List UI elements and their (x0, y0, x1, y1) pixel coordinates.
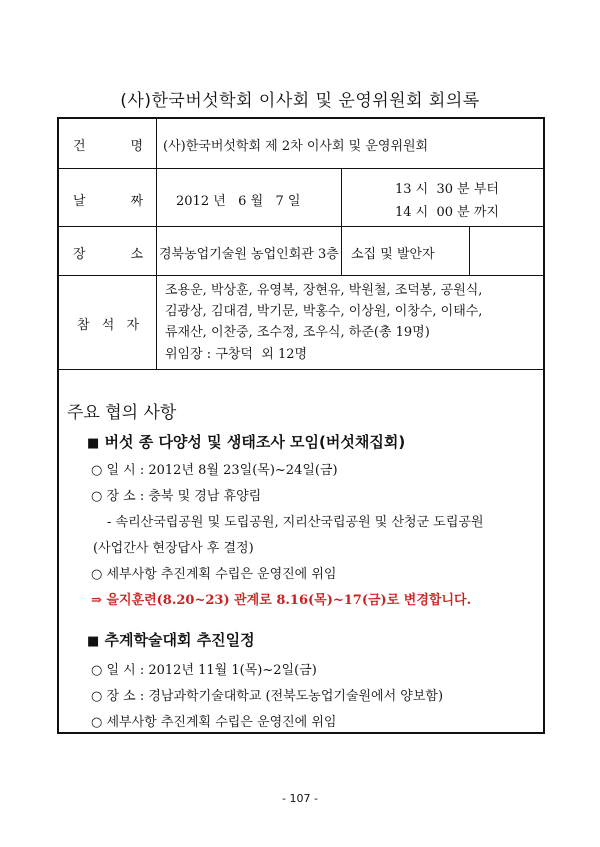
time-end: 14 시 00 분 까지 (395, 205, 499, 220)
place-label-char: 장 (73, 247, 86, 262)
attendees-label-char: 참 (77, 318, 90, 333)
place-label-char: 소 (130, 247, 143, 262)
convener-label: 소집 및 발안자 (351, 247, 435, 262)
attendees-label (77, 314, 139, 333)
page-number: - 107 - (282, 792, 318, 805)
agenda-line: (사업간사 현장답사 후 결정) (93, 541, 254, 556)
schedule-change-notice: ⇒ 을지훈련(8.20~23) 관계로 8.16(목)~17(금)로 변경합니다. (91, 593, 472, 608)
row-divider (59, 275, 543, 276)
row-divider (59, 168, 543, 169)
convener-divider (469, 226, 470, 275)
minutes-frame (57, 117, 545, 734)
square-bullet-icon: ■ (87, 436, 100, 451)
label-column-divider (156, 119, 157, 369)
attendees-label-char: 자 (126, 318, 139, 333)
date-time-divider (341, 168, 342, 275)
agenda-item-title (87, 431, 405, 452)
agenda-line: ○ 세부사항 추진계획 수립은 운영진에 위임 (91, 715, 337, 730)
agenda-line: - 속리산국립공원 및 도립공원, 지리산국립공원 및 산청군 도립공원 (107, 515, 484, 530)
attendee-line: 류재산, 이찬중, 조수정, 조우식, 하준(총 19명) (165, 325, 430, 340)
date-label (73, 190, 143, 209)
table-bottom-divider (59, 369, 543, 370)
agenda-item-title-text: 버섯 종 다양성 및 생태조사 모임(버섯채집회) (104, 433, 406, 451)
attendee-line: 김광상, 김대겸, 박기문, 박홍수, 이상원, 이창수, 이태수, (165, 304, 483, 319)
place-value: 경북농업기술원 농업인회관 3층 (159, 247, 339, 262)
agenda-item-title-text: 추계학술대회 추진일정 (104, 631, 255, 649)
agenda-line: ○ 장 소 : 경남과학기술대학교 (전북도농업기술원에서 양보함) (91, 689, 444, 704)
date-value: 2012 년 6 월 7 일 (176, 194, 301, 209)
agenda-line: ○ 장 소 : 충북 및 경남 휴양림 (91, 489, 262, 504)
date-label-char: 날 (73, 194, 86, 209)
place-label (73, 243, 143, 262)
time-start: 13 시 30 분 부터 (395, 182, 499, 197)
agenda-item-title (87, 629, 255, 650)
agenda-line: ○ 세부사항 추진계획 수립은 운영진에 위임 (91, 567, 337, 582)
subject-value: (사)한국버섯학회 제 2차 이사회 및 운영위원회 (163, 139, 429, 154)
agenda-line: ○ 일 시 : 2012년 8월 23일(목)~24일(금) (91, 463, 338, 478)
subject-label-char: 명 (130, 139, 143, 154)
subject-label (73, 135, 143, 154)
square-bullet-icon: ■ (87, 634, 100, 649)
subject-label-char: 건 (73, 139, 86, 154)
document-title: (사)한국버섯학회 이사회 및 운영위원회 회의록 (120, 91, 480, 111)
attendees-label-char: 석 (101, 318, 115, 333)
agenda-line: ○ 일 시 : 2012년 11월 1(목)~2일(금) (91, 663, 317, 678)
proxy-line: 위임장 : 구창덕 외 12명 (165, 347, 308, 362)
agenda-heading: 주요 협의 사항 (67, 403, 177, 423)
attendee-line: 조용운, 박상훈, 유영복, 장현유, 박원철, 조덕봉, 공원식, (165, 283, 483, 298)
date-label-char: 짜 (130, 194, 143, 209)
row-divider (59, 226, 543, 227)
